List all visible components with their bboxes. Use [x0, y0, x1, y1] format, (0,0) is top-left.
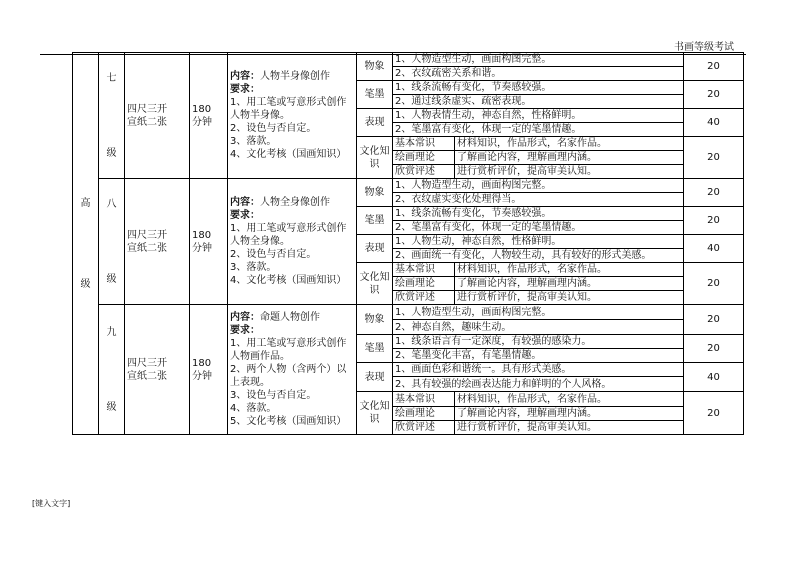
paper-line: 宣纸二张: [127, 242, 167, 254]
culture-value-text: 进行赏析评价，提高审美认知。: [457, 422, 597, 433]
content-label: 内容：: [230, 71, 260, 82]
criterion-item-text: 2、神态自然，趣味生动。: [395, 321, 512, 333]
criterion-item-text: 2、笔墨变化丰富，有笔墨情趣。: [395, 350, 542, 361]
paper-line: 四尺三开: [127, 103, 167, 115]
criterion-category-label: 表现: [364, 117, 385, 128]
criterion-item: [393, 95, 684, 109]
culture-value-text: 进行赏析评价，提高审美认知。: [457, 166, 597, 177]
criterion-category: [357, 305, 393, 335]
requirements-label: 要求：: [230, 210, 260, 221]
culture-key-text: 欣赏评述: [395, 166, 435, 177]
criterion-item: [393, 349, 684, 363]
level-cell: [99, 305, 125, 435]
time-line: 分钟: [192, 370, 212, 382]
requirements-label: 要求：: [230, 325, 260, 336]
footer-placeholder: [键入文字]: [32, 499, 71, 508]
requirement-item: 3、设色与否自定。: [230, 390, 317, 401]
paper-cell: [125, 305, 190, 435]
criterion-score: [684, 179, 744, 207]
criterion-score: [684, 109, 744, 137]
culture-value-text: 材料知识，作品形式，名家作品。: [457, 393, 607, 405]
criterion-item-text: 1、线条流畅有变化，节奏感较强。: [395, 82, 552, 93]
culture-score-value: 20: [707, 407, 720, 419]
criterion-item-text: 1、画面色彩和谐统一。具有形式美感。: [395, 364, 572, 375]
criterion-item: [393, 377, 684, 392]
criterion-item: [393, 109, 684, 123]
criterion-item-text: 1、人物造型生动，画面构图完整。: [395, 54, 552, 65]
level-char: 九: [106, 326, 117, 338]
culture-value-text: 进行赏析评价，提高审美认知。: [457, 292, 597, 303]
criterion-item-text: 2、衣纹疏密关系和谐。: [395, 68, 502, 79]
criterion-category-label: 物象: [364, 187, 385, 198]
criterion-category-label: 物象: [364, 314, 385, 325]
criterion-score-value: 20: [707, 187, 720, 198]
level-cell: [99, 53, 125, 179]
culture-key-text: 绘画理论: [395, 278, 435, 289]
content-cell: [228, 53, 357, 179]
time-line: 180: [192, 357, 212, 369]
culture-key-text: 基本常识: [395, 393, 435, 405]
culture-key-text: 基本常识: [395, 138, 435, 149]
content-cell: [228, 305, 357, 435]
requirement-item: 5、文化考核（国画知识）: [230, 416, 347, 427]
criterion-category: [357, 109, 393, 137]
requirement-item: 4、文化考核（国画知识）: [230, 275, 347, 286]
content-cell: [228, 179, 357, 305]
criterion-score-value: 40: [707, 117, 720, 128]
criterion-item-text: 2、画面统一有变化，人物较生动，具有较好的形式美感。: [395, 250, 652, 261]
table-row: [73, 53, 744, 67]
content-text: 人物全身像创作: [260, 197, 330, 208]
criterion-score: [684, 81, 744, 109]
criterion-score-value: 40: [707, 243, 720, 254]
criterion-category: [357, 179, 393, 207]
criterion-item-text: 1、线条流畅有变化，节奏感较强。: [395, 208, 552, 219]
content-text: 人物半身像创作: [260, 71, 330, 82]
criterion-item: [393, 363, 684, 377]
criterion-score: [684, 305, 744, 335]
culture-category: [357, 137, 393, 179]
culture-key: [393, 407, 455, 421]
criterion-score: [684, 335, 744, 363]
culture-key: [393, 165, 455, 179]
culture-key: [393, 421, 455, 435]
culture-category-label: 文化知识: [359, 145, 390, 170]
culture-value: [455, 137, 684, 151]
level-char: 八: [106, 198, 117, 210]
criterion-item-text: 2、笔墨富有变化，体现一定的笔墨情趣。: [395, 222, 582, 233]
culture-score: [684, 392, 744, 435]
criterion-category: [357, 53, 393, 81]
criterion-item: [393, 249, 684, 263]
criterion-item: [393, 207, 684, 221]
criterion-item-text: 2、衣纹虚实变化处理得当。: [395, 194, 522, 205]
criterion-category-label: 表现: [364, 371, 385, 383]
culture-key: [393, 277, 455, 291]
page-header-title: 书画等级考试: [674, 42, 734, 53]
culture-category-label: 文化知识: [359, 271, 390, 296]
requirement-item: 2、两个人物（含两个）以上表现。: [230, 364, 347, 388]
requirement-item: 3、落款。: [230, 262, 277, 273]
culture-category-label: 文化知识: [359, 401, 390, 425]
criterion-score-value: 20: [707, 314, 720, 325]
culture-score-value: 20: [707, 278, 720, 289]
time-cell: [190, 179, 228, 305]
criterion-item: [393, 81, 684, 95]
level-char: 级: [106, 273, 117, 285]
criterion-category: [357, 363, 393, 392]
criterion-category: [357, 81, 393, 109]
culture-category: [357, 392, 393, 435]
criterion-score: [684, 363, 744, 392]
criterion-category-label: 表现: [364, 243, 385, 254]
criterion-item: [393, 193, 684, 207]
criterion-category-label: 笔墨: [364, 89, 385, 100]
time-cell: [190, 305, 228, 435]
culture-value: [455, 165, 684, 179]
culture-value: [455, 392, 684, 407]
requirement-item: 2、设色与否自定。: [230, 249, 317, 260]
culture-value: [455, 263, 684, 277]
culture-key: [393, 392, 455, 407]
content-label: 内容：: [230, 197, 260, 208]
criterion-item-text: 2、笔墨富有变化，体现一定的笔墨情趣。: [395, 124, 582, 135]
criterion-category: [357, 335, 393, 363]
requirement-item: 4、文化考核（国画知识）: [230, 149, 347, 160]
time-line: 分钟: [192, 242, 212, 254]
culture-key-text: 绘画理论: [395, 408, 435, 419]
requirement-item: 4、落款。: [230, 403, 277, 414]
time-line: 180: [192, 103, 212, 115]
culture-key: [393, 137, 455, 151]
content-line: [230, 70, 354, 83]
criterion-score-value: 20: [707, 89, 720, 100]
requirements-label: 要求：: [230, 84, 260, 95]
criterion-item: [393, 305, 684, 320]
culture-key-text: 欣赏评述: [395, 292, 435, 303]
criterion-score: [684, 53, 744, 81]
paper-line: 宣纸二张: [127, 370, 167, 382]
criterion-category-label: 笔墨: [364, 343, 385, 354]
content-line: [230, 196, 354, 209]
culture-score: [684, 263, 744, 305]
group-label-char: 级: [80, 278, 91, 290]
criterion-item: [393, 123, 684, 137]
culture-category: [357, 263, 393, 305]
criterion-item-text: 1、人物表情生动，神态自然，性格鲜明。: [395, 110, 582, 121]
culture-value: [455, 291, 684, 305]
culture-key-text: 绘画理论: [395, 152, 435, 163]
culture-score-value: 20: [707, 152, 720, 163]
requirement-item: 1、用工笔或写意形式创作人物半身像。: [230, 97, 347, 121]
paper-line: 四尺三开: [127, 357, 167, 369]
criterion-item-text: 1、线条语言有一定深度，有较强的感染力。: [395, 336, 592, 347]
paper-cell: [125, 53, 190, 179]
criterion-category: [357, 207, 393, 235]
culture-key-text: 基本常识: [395, 264, 435, 275]
criterion-item-text: 1、人物造型生动，画面构图完整。: [395, 180, 552, 191]
content-label: 内容：: [230, 312, 260, 323]
culture-value-text: 材料知识，作品形式，名家作品。: [457, 138, 607, 149]
culture-value-text: 了解画论内容，理解画理内涵。: [457, 408, 597, 419]
criterion-item-text: 2、通过线条虚实、疏密表现。: [395, 96, 532, 107]
requirement-item: 3、落款。: [230, 136, 277, 147]
criterion-item: [393, 179, 684, 193]
criterion-item: [393, 67, 684, 81]
culture-value: [455, 277, 684, 291]
level-char: 级: [106, 401, 117, 413]
criterion-score-value: 20: [707, 61, 720, 72]
criterion-item-text: 2、具有较强的绘画表达能力和鲜明的个人风格。: [395, 378, 612, 390]
time-cell: [190, 53, 228, 179]
content-text: 命题人物创作: [260, 312, 320, 323]
culture-value: [455, 407, 684, 421]
criterion-score-value: 20: [707, 215, 720, 226]
criterion-item: [393, 320, 684, 335]
time-line: 180: [192, 229, 212, 241]
culture-key-text: 欣赏评述: [395, 422, 435, 433]
level-char: 级: [106, 147, 117, 159]
requirement-item: 1、用工笔或写意形式创作人物全身像。: [230, 223, 347, 247]
criterion-category-label: 物象: [364, 61, 385, 72]
criterion-score-value: 20: [707, 343, 720, 354]
table-row: [73, 305, 744, 320]
culture-value: [455, 421, 684, 435]
culture-value-text: 了解画论内容，理解画理内涵。: [457, 152, 597, 163]
paper-line: 宣纸二张: [127, 116, 167, 128]
criterion-item-text: 1、人物生动，神态自然，性格鲜明。: [395, 236, 562, 247]
culture-key: [393, 291, 455, 305]
criterion-item: [393, 335, 684, 349]
culture-key: [393, 263, 455, 277]
requirement-item: 2、设色与否自定。: [230, 123, 317, 134]
culture-value-text: 材料知识，作品形式，名家作品。: [457, 264, 607, 275]
criterion-score-value: 40: [707, 371, 720, 383]
culture-score: [684, 137, 744, 179]
exam-table: [72, 52, 744, 435]
group-label-cell: [73, 53, 99, 435]
criterion-category-label: 笔墨: [364, 215, 385, 226]
paper-cell: [125, 179, 190, 305]
table-row: [73, 179, 744, 193]
time-line: 分钟: [192, 116, 212, 128]
criterion-item: [393, 221, 684, 235]
level-cell: [99, 179, 125, 305]
culture-value: [455, 151, 684, 165]
requirement-item: 1、用工笔或写意形式创作人物画作品。: [230, 338, 347, 362]
criterion-score: [684, 235, 744, 263]
criterion-score: [684, 207, 744, 235]
level-char: 七: [106, 72, 117, 84]
culture-value-text: 了解画论内容，理解画理内涵。: [457, 278, 597, 289]
criterion-item: [393, 235, 684, 249]
group-label-char: 高: [80, 197, 91, 209]
criterion-item-text: 1、人物造型生动，画面构图完整。: [395, 306, 552, 318]
culture-key: [393, 151, 455, 165]
paper-line: 四尺三开: [127, 229, 167, 241]
criterion-category: [357, 235, 393, 263]
content-line: [230, 311, 354, 324]
criterion-item: [393, 53, 684, 67]
